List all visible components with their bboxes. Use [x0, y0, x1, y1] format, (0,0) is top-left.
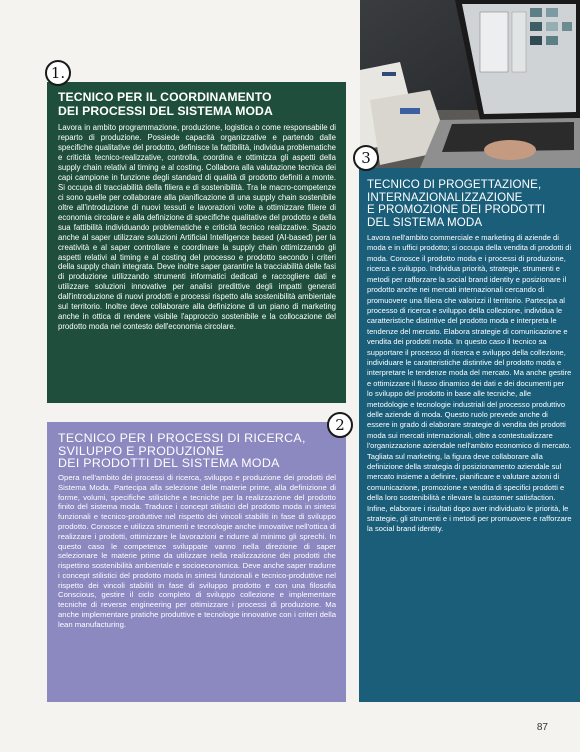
section-1-card	[47, 82, 346, 403]
section-3-title	[367, 179, 572, 229]
section-3-title-line: DEL SISTEMA MODA	[367, 215, 483, 229]
section-2-title-line: TECNICO PER I PROCESSI DI RICERCA,	[58, 431, 306, 445]
section-1-title-line: DEI PROCESSI DEL SISTEMA MODA	[58, 103, 273, 118]
section-2-body: Opera nell'ambito dei processi di ricerca, sviluppo e produzione dei prodotti del Sistema Moda. Partecipa alla selezione delle materie prime, alla definizione di forme, volumi, specifiche stilistiche e tecniche per la realizzazione del prodotto finito del sistema moda. Traduce i concept stilistici del prodotto moda in sintesi funzionali e tecnico-produttive nel rispetto dei vincoli stabiliti in fase di sviluppo prodotto. Conosce e utilizza strumenti e tecnologie anche innovative nell'ottica di realizzare i prodotti, ottimizzare le lavorazioni e ridurre al minimo gli sprechi. In questo caso le competenze sviluppate vanno nella direzione di saper selezionare le materie prime da utilizzare nella realizzazione dei prodotti che rispettino sostenibilità ambientale e socioeconomica. Deve anche saper tradurre i concept stilistici del prodotto moda in sintesi funzionali e tecnico-produttive nel rispetto dei vincoli stabiliti in fase di sviluppo prodotto e con una filosofia Conscious, gestire il ciclo completo di sviluppo collezione e implementare tecniche di reverse engineering per ottimizzare i processi di produzione. Ma anche implementare pratiche produttive e tecnologie innovative con i criteri della lean manufacturing.	[58, 472, 336, 629]
laptop-photo	[360, 0, 580, 168]
laptop-photo-icon	[360, 0, 580, 168]
section-2-title	[58, 432, 336, 470]
section-2-title-line: DEI PRODOTTI DEL SISTEMA MODA	[58, 456, 280, 471]
section-1-title-line: TECNICO PER IL COORDINAMENTO	[58, 90, 272, 104]
section-3-title-line: E PROMOZIONE DEI PRODOTTI	[367, 203, 546, 217]
section-2-card	[47, 422, 346, 702]
section-3-title-line: INTERNAZIONALIZZAZIONE	[367, 190, 523, 204]
page-number: 87	[536, 722, 548, 733]
section-3-title-line: TECNICO DI PROGETTAZIONE,	[367, 178, 542, 191]
section-1-number-badge: 1.	[45, 60, 71, 86]
section-2-title-line: SVILUPPO E PRODUZIONE	[58, 443, 225, 458]
section-3-card	[359, 168, 580, 702]
section-1-title	[58, 91, 336, 118]
section-2-number-badge: 2	[327, 412, 353, 438]
section-1-body: Lavora in ambito programmazione, produzione, logistica o come responsabile di reparto di produzione. Possiede capacità organizzative e partendo dalle specifiche qualitative del prodotto, definisce la fattibilità, individua problematiche e criticità tecnico-realizzative, controlla, coordina e ottimizza gli aspetti della supply chain relativi al timing e al costing. Collabora alla valutazione tecnica dei capi campione in funzione degli standard di qualità di prodotto definiti a monte. Si occupa di tracciabilità della filiera e di sostenibilità. Tra le macro-competenze ci sono quelle per collaborare alla pianificazione di una supply chain sostenibile oltre all'introduzione di nuovi tessuti e lavorazioni volte a ottimizzare filiere di economia circolare e alla definizione di specifiche qualitative del prodotto e della sua fattibilità individuando problematiche e criticità tecnico realizzative. Spazio anche al saper utilizzare soluzioni Artificial Intelligence based (AI-based) per la creatività e al saper controllare e coordinare la supply chain ottimizzando gli aspetti relativi al timing e al costing del processo e prodotto secondo i criteri della supply chain integrata. Deve inoltre saper garantire la tracciabilità delle fasi di produzione utilizzando strumenti informatici dedicati e raccogliere dati e utilizzare soluzioni innovative per analisi predittive degli impatti generati dall'introduzione di nuovi prodotti e processi rispetto alla sostenibilità ambientale sul territorio. Inoltre deve collaborare alla definizione di un piano di marketing anche in ottica di rendere visibile l'approccio sostenibile e la collocazione del prodotto moda nel contesto dell'economia circolare.	[58, 123, 336, 332]
section-3-body: Lavora nell'ambito commerciale e marketing di aziende di moda e in uffici prodotto; si occupa della vendita di prodotti di moda. Conosce il prodotto moda e i processi di produzione, ricerca e sviluppo. Individua priorità, strategie, strumenti e metodi per rafforzare la social brand identity e posizionare il prodotto anche nei mercati internazionali cercando di promuovere una filiera che valorizzi il territorio. Partecipa al processo di ricerca e sviluppo della collezione, individua le caratteristiche distintive del prodotto moda e interpreta le tendenze del mercato. Elabora strategie di comunicazione e vendita dei prodotti moda. In questo caso il tecnico sa supportare il processo di ricerca e sviluppo della collezione, individuare le caratteristiche distintive del prodotto moda e interpretare le tendenze moda del mercato. Ma anche gestire e ottimizzare il flusso dinamico dei dati e dei documenti per lo sviluppo del prodotto in base alle tecniche, alle metodologie e tecnologie industriali del processo produttivo delle aziende di moda. Questo ruolo prevede anche di essere in grado di elaborare strategie di vendita dei prodotti moda sui mercati internazionali, oltre a contestualizzare l'organizzazione aziendale nell'ambito economico di mercato. Tagliata sul marketing, la figura deve collaborare alla definizione della strategia di posizionamento aziendale sul mercato insieme a definire, pianificare e valutare azioni di comunicazione, promozione e vendita di specifici prodotti e della loro sostenibilità e rilevare la customer satisfaction. Infine, elaborare i risultati dopo aver individuato le priorità, le strategie, gli strumenti e i metodi per promuovere e rafforzare la social brand identity.	[367, 233, 572, 534]
section-3-number-badge: 3	[353, 145, 379, 171]
